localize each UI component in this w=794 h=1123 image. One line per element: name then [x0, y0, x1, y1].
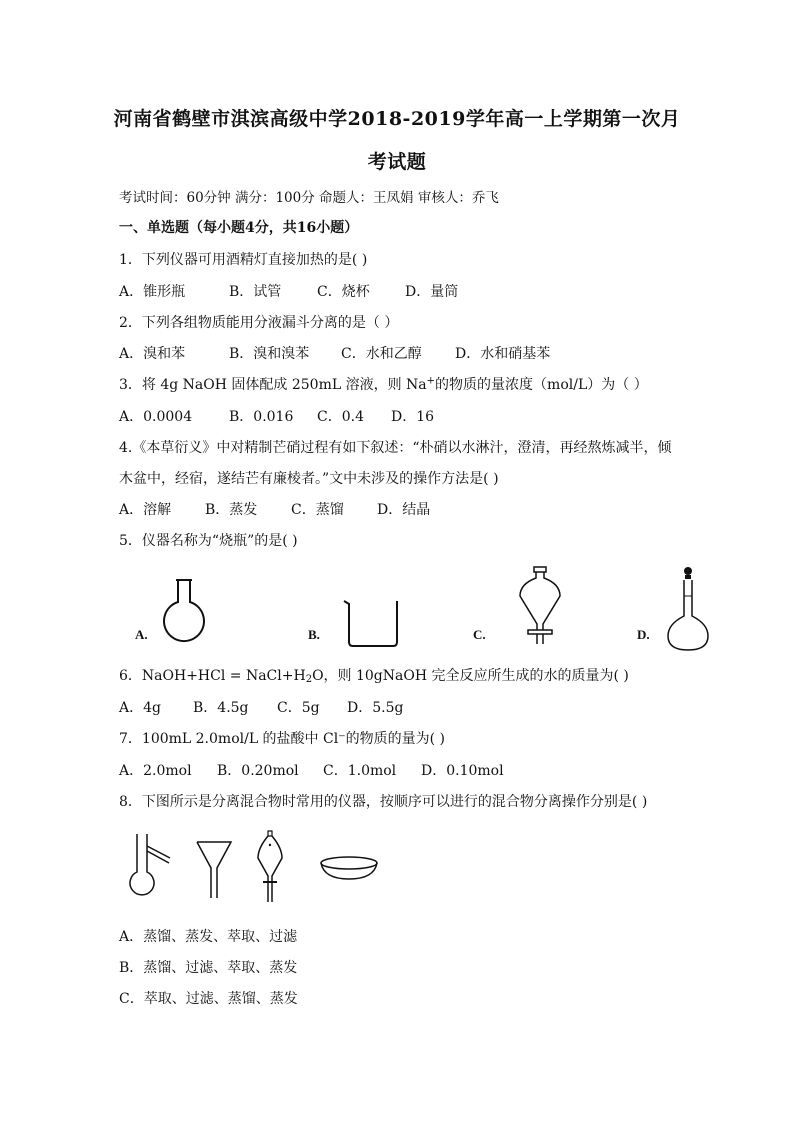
q5-label-c: C.: [473, 627, 486, 642]
q8-option-a: A．蒸馏、蒸发、萃取、过滤: [119, 929, 298, 945]
q3-option-d: D．16: [391, 409, 435, 425]
q2-option-c: C．水和乙醇: [341, 346, 422, 362]
q8-option-c: C．萃取、过滤、蒸馏、蒸发: [119, 991, 298, 1007]
q4-option-b: B．蒸发: [205, 502, 258, 518]
question-1-options: [119, 281, 458, 301]
question-8-stem: 8．下图所示是分离混合物时常用的仪器，按顺序可以进行的混合物分离操作分别是( ): [119, 794, 648, 810]
q6-stem-part1: 6．NaOH+HCl = NaCl+H: [119, 668, 306, 684]
volumetric-flask-icon: [665, 566, 711, 652]
q8-option-b: B．蒸馏、过滤、萃取、蒸发: [119, 960, 298, 976]
question-2-stem: 2．下列各组物质能用分液漏斗分离的是（ ）: [119, 315, 399, 331]
q2-option-d: D．水和硝基苯: [455, 346, 551, 362]
q2-option-b: B．溴和溴苯: [229, 346, 310, 362]
q3-option-a: A．0.0004: [119, 409, 193, 425]
funnel-icon: [196, 840, 232, 900]
question-4-options: [119, 499, 430, 519]
exam-title-line2: 考试题: [367, 151, 427, 173]
q1-option-b: B．试管: [229, 284, 282, 300]
round-bottom-flask-icon: [158, 578, 218, 642]
section-heading: 一、单选题（每小题4分，共16小题）: [119, 220, 359, 236]
separatory-funnel-icon: [515, 566, 565, 648]
q7-option-d: D．0.10mol: [421, 763, 504, 779]
q3-stem-sup: +: [426, 375, 436, 387]
q6-stem-part2: O，则 10gNaOH 完全反应所生成的水的质量为( ): [312, 668, 629, 684]
q3-option-c: C．0.4: [317, 409, 364, 425]
q7-option-a: A．2.0mol: [119, 763, 192, 779]
q5-label-b: B.: [308, 627, 320, 642]
question-6-stem: [119, 665, 629, 685]
question-3-options: [119, 406, 434, 426]
q5-label-a: A.: [135, 627, 148, 642]
q6-option-b: B．4.5g: [193, 700, 249, 716]
q2-option-a: A．溴和苯: [119, 346, 186, 362]
q4-option-c: C．蒸馏: [291, 502, 344, 518]
question-3-stem: [119, 374, 648, 394]
q1-option-a: A．锥形瓶: [119, 284, 186, 300]
evaporating-dish-icon: [318, 855, 380, 883]
q7-option-b: B．0.20mol: [217, 763, 299, 779]
q1-option-d: D．量筒: [405, 284, 459, 300]
question-4-stem-line1: 4.《本草衍义》中对精制芒硝过程有如下叙述：“朴硝以水淋汁，澄清，再经熬炼减半，倾: [119, 440, 672, 456]
q4-option-a: A．溶解: [119, 502, 172, 518]
q7-option-c: C．1.0mol: [323, 763, 397, 779]
q6-option-a: A．4g: [119, 700, 161, 716]
question-7-options: [119, 760, 504, 780]
beaker-icon: [340, 598, 406, 648]
distillation-flask-icon: [128, 832, 172, 902]
q5-label-d: D.: [637, 627, 650, 642]
question-6-options: [119, 697, 403, 717]
question-1-stem: 1．下列仪器可用酒精灯直接加热的是( ): [119, 252, 368, 268]
q6-stem-sub: 2: [305, 674, 313, 685]
q1-option-c: C．烧杯: [317, 284, 370, 300]
q3-stem-part2: 的物质的量浓度（mol/L）为（ ）: [435, 377, 648, 393]
question-4-stem-line2: 木盆中，经宿，遂结芒有廉棱者。”文中未涉及的操作方法是( ): [119, 471, 499, 487]
q3-stem-part1: 3．将 4g NaOH 固体配成 250mL 溶液，则 Na: [119, 377, 427, 393]
question-5-stem: 5．仪器名称为“烧瓶”的是( ): [119, 533, 298, 549]
q6-option-d: D．5.5g: [347, 700, 404, 716]
separatory-funnel-small-icon: [255, 830, 285, 904]
exam-title-line1: 河南省鹤壁市淇滨高级中学2018-2019学年高一上学期第一次月: [113, 108, 681, 130]
question-2-options: [119, 343, 550, 363]
q4-option-d: D．结晶: [377, 502, 431, 518]
q6-option-c: C．5g: [277, 700, 320, 716]
exam-info: 考试时间：60分钟 满分：100分 命题人：王凤娟 审核人：乔飞: [119, 190, 499, 206]
question-7-stem: 7．100mL 2.0mol/L 的盐酸中 Cl⁻的物质的量为( ): [119, 731, 445, 747]
q3-option-b: B．0.016: [229, 409, 294, 425]
